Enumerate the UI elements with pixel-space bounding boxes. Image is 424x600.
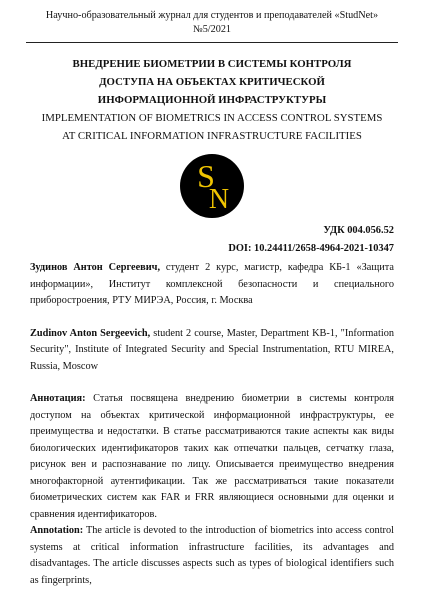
abstract-label-russian: Аннотация: bbox=[30, 393, 86, 404]
author-details-russian: студент 2 курс, магистр, кафедра КБ-1 «Защита информации», Институт комплексной безопасности и специального приборостроения, РТУ МИРЭА, Россия, г. Москва bbox=[30, 262, 394, 306]
udc-code: УДК 004.056.52 bbox=[323, 225, 394, 236]
abstract-text-russian: Статья посвящена внедрению биометрии в системы контроля доступом на объектах критической информационной инфраструктуры, ее преимущества и недостатки. В статье рассматриваются такие аспекты как виды биологических идентификаторов таких как отпечатки пальцев, сетчатку глаза, рисунок вен и распознавание по лицу. Описывается преимущество внедрения многофакторной аутентификации. Так же рассматриваться такие показатели биометрических систем как FAR и FRR являющиеся основными для оценки и сравнения идентификаторов. bbox=[30, 393, 394, 520]
studnet-logo bbox=[30, 153, 394, 219]
author-name-russian: Зудинов Антон Сергеевич, bbox=[30, 262, 161, 273]
author-name-english: Zudinov Anton Sergeevich, bbox=[30, 327, 151, 339]
author-info-english bbox=[30, 326, 394, 376]
author-info-russian bbox=[30, 260, 394, 310]
title-english: IMPLEMENTATION OF BIOMETRICS IN ACCESS CONTROL SYSTEMS AT CRITICAL INFORMATION INFRASTRUCTURE FACILITIES bbox=[41, 112, 383, 142]
journal-header: Научно-образовательный журнал для студентов и преподавателей «StudNet» №5/2021 bbox=[26, 0, 398, 43]
title-russian: ВНЕДРЕНИЕ БИОМЕТРИИ В СИСТЕМЫ КОНТРОЛЯ ДОСТУПА НА ОБЪЕКТАХ КРИТИЧЕСКОЙ ИНФОРМАЦИОННОЙ ИНФРАСТРУКТУРЫ bbox=[72, 58, 352, 106]
logo-letter-s: S bbox=[197, 158, 215, 194]
abstract-russian bbox=[30, 391, 394, 523]
abstract-text-english: The article is devoted to the introduction of biometrics into access control systems at critical information infrastructure facilities, its advantages and disadvantages. The article discusses aspects such as types of biological identifiers such as fingerprints, bbox=[30, 525, 394, 586]
author-details-english: student 2 course, Master, Department KB-1, "Information Security", Institute of Integrated Security and Special Instrumentation, RTU MIREA, Russia, Moscow bbox=[30, 327, 394, 372]
abstract-english bbox=[30, 523, 394, 589]
logo-letter-n: N bbox=[208, 184, 230, 215]
studnet-logo-icon bbox=[179, 153, 245, 219]
abstract-label-english: Annotation: bbox=[30, 525, 84, 536]
article-meta bbox=[30, 222, 394, 258]
doi: DOI: 10.24411/2658-4964-2021-10347 bbox=[228, 243, 394, 254]
